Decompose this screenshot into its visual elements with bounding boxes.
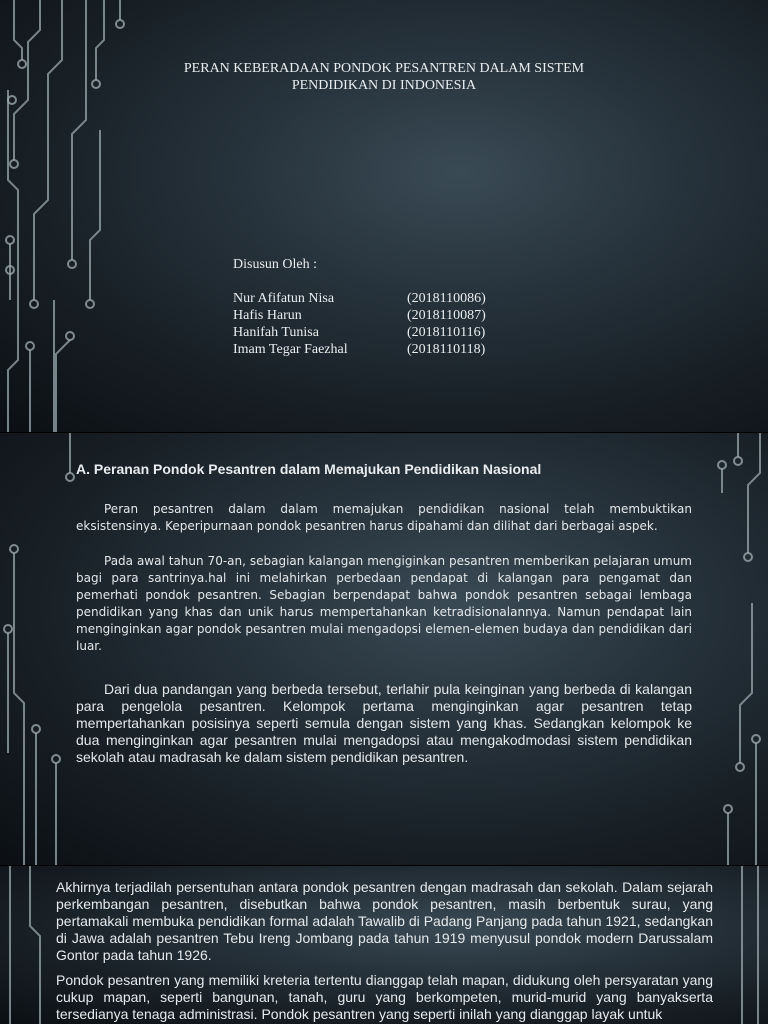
author-row [233,341,533,358]
author-row [233,290,533,307]
author-name: Hanifah Tunisa [233,325,319,340]
author-row [233,307,533,324]
section-heading: A. Peranan Pondok Pesantren dalam Memajukan Pendidikan Nasional [76,461,542,477]
author-name: Nur Afifatun Nisa [233,291,335,306]
paragraph-text: Peran pesantren dalam dalam memajukan pendidikan nasional telah membuktikan eksistensinya. Keperipurnaan pondok pesantren harus dipahami dan dilihat dari berbagai aspek. [76,502,692,533]
paragraph: Akhirnya terjadilah persentuhan antara pondok pesantren dengan madrasah dan sekolah. Dalam sejarah perkembangan pesantren, disebutkan bahwa pondok pesantren, masih berbentuk surau, yang pertamakali membuka pendidikan formal adalah Tawalib di Padang Panjang pada tahun 1921, sedangkan di Jawa adalah pesantren Tebu Ireng Jombang pada tahun 1919 menyusul pondok modern Darussalam Gontor pada tahun 1926. [56,879,713,963]
content-slide-b [0,866,768,1024]
title-slide [0,0,768,432]
author-id: (2018110118) [407,342,486,357]
author-id: (2018110087) [407,308,486,323]
paragraph: Pondok pesantren yang memiliki kreteria tertentu dianggap telah mapan, didukung oleh persyaratan yang cukup mapan, seperti bangunan, tanah, guru yang berkompeten, murid-murid yang banyakserta tersedianya tenaga administrasi. Pondok pesantren yang seperti inilah yang dianggap layak untuk [56,972,713,1022]
paragraph-text: Pada awal tahun 70-an, sebagian kalangan mengiginkan pesantren memberikan pelajaran umum bagi para santrinya.hal ini melahirkan perbedaan pendapat di kalangan para pengamat dan pemerhati pondok pesantren. Sebagian berpendapat bahwa pondok pesantren sebagai lembaga pendidikan yang khas dan unik harus mempertahankan ketradisionalannya. Namun pendapat lain menginginkan agar pondok pesantren mulai mengadopsi elemen-elemen budaya dan pendidikan dari luar. [76,554,692,653]
author-name: Imam Tegar Faezhal [233,342,348,357]
author-heading: Disusun Oleh : [233,257,317,272]
author-id: (2018110086) [407,291,486,306]
title-line-1: PERAN KEBERADAAN PONDOK PESANTREN DALAM SISTEM [183,61,585,76]
title-line-2: PENDIDIKAN DI INDONESIA [291,78,477,93]
author-name: Hafis Harun [233,308,302,323]
author-block [233,256,533,358]
paragraph [76,553,692,655]
paragraph-text: Dari dua pandangan yang berbeda tersebut, terlahir pula keinginan yang berbeda di kalangan para pengelola pesantren. Kelompok pertama menginginkan agar pesantren tetap mempertahankan posisinya seperti semula dengan sistem yang khas. Sedangkan kelompok ke dua menginginkan agar pesantren mulai mengadopsi atau mengakodmodasi sistem pendidikan sekolah atau madrasah ke dalam sistem pendidikan pesantren. [76,681,692,765]
author-row [233,324,533,341]
presentation-title [130,60,638,94]
author-id: (2018110116) [407,325,486,340]
content-slide-a [0,433,768,865]
paragraph [76,501,692,535]
paragraph [76,681,692,766]
